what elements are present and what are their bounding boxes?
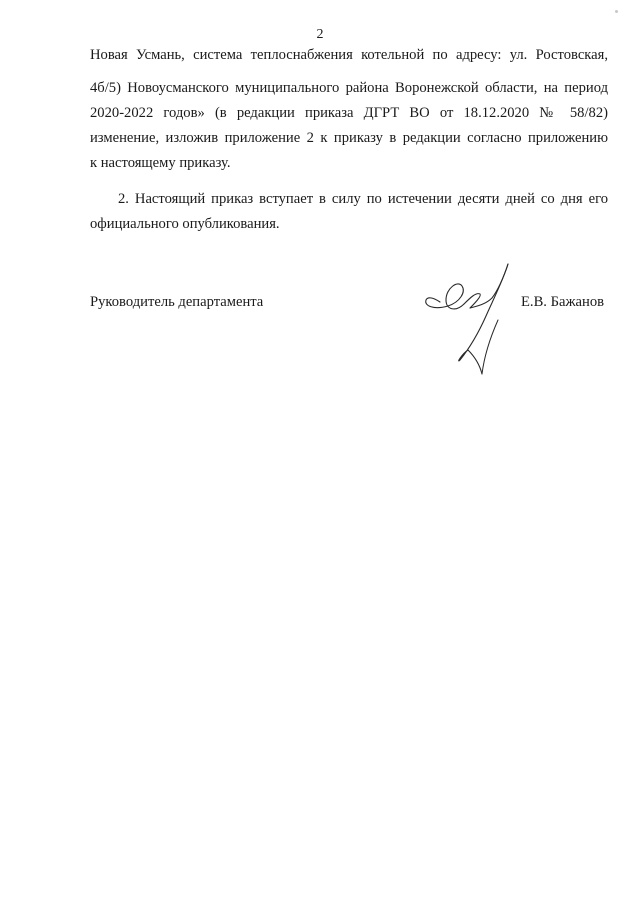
- signatory-title: Руководитель департамента: [90, 294, 264, 310]
- paragraph-1-line-3: 2020-2022 годов» (в редакции приказа ДГРТ ВО от 18.12.2020 № 58/82): [90, 105, 608, 121]
- paragraph-1-line-4: изменение, изложив приложение 2 к приказу в редакции согласно приложению: [90, 130, 608, 146]
- paragraph-1-line-1: Новая Усмань, система теплоснабжения котельной по адресу: ул. Ростовская,: [90, 47, 608, 63]
- handwritten-signature: [420, 258, 520, 378]
- paragraph-2-line-2: официального опубликования.: [90, 216, 280, 232]
- scan-dot: [615, 10, 618, 13]
- paragraph-2-line-1: 2. Настоящий приказ вступает в силу по истечении десяти дней со дня его: [118, 191, 608, 207]
- signatory-name: Е.В. Бажанов: [521, 294, 605, 310]
- paragraph-1-line-2: 4б/5) Новоусманского муниципального района Воронежской области, на период: [90, 80, 608, 96]
- paragraph-1-line-5: к настоящему приказу.: [90, 155, 231, 171]
- page-number: 2: [316, 27, 324, 42]
